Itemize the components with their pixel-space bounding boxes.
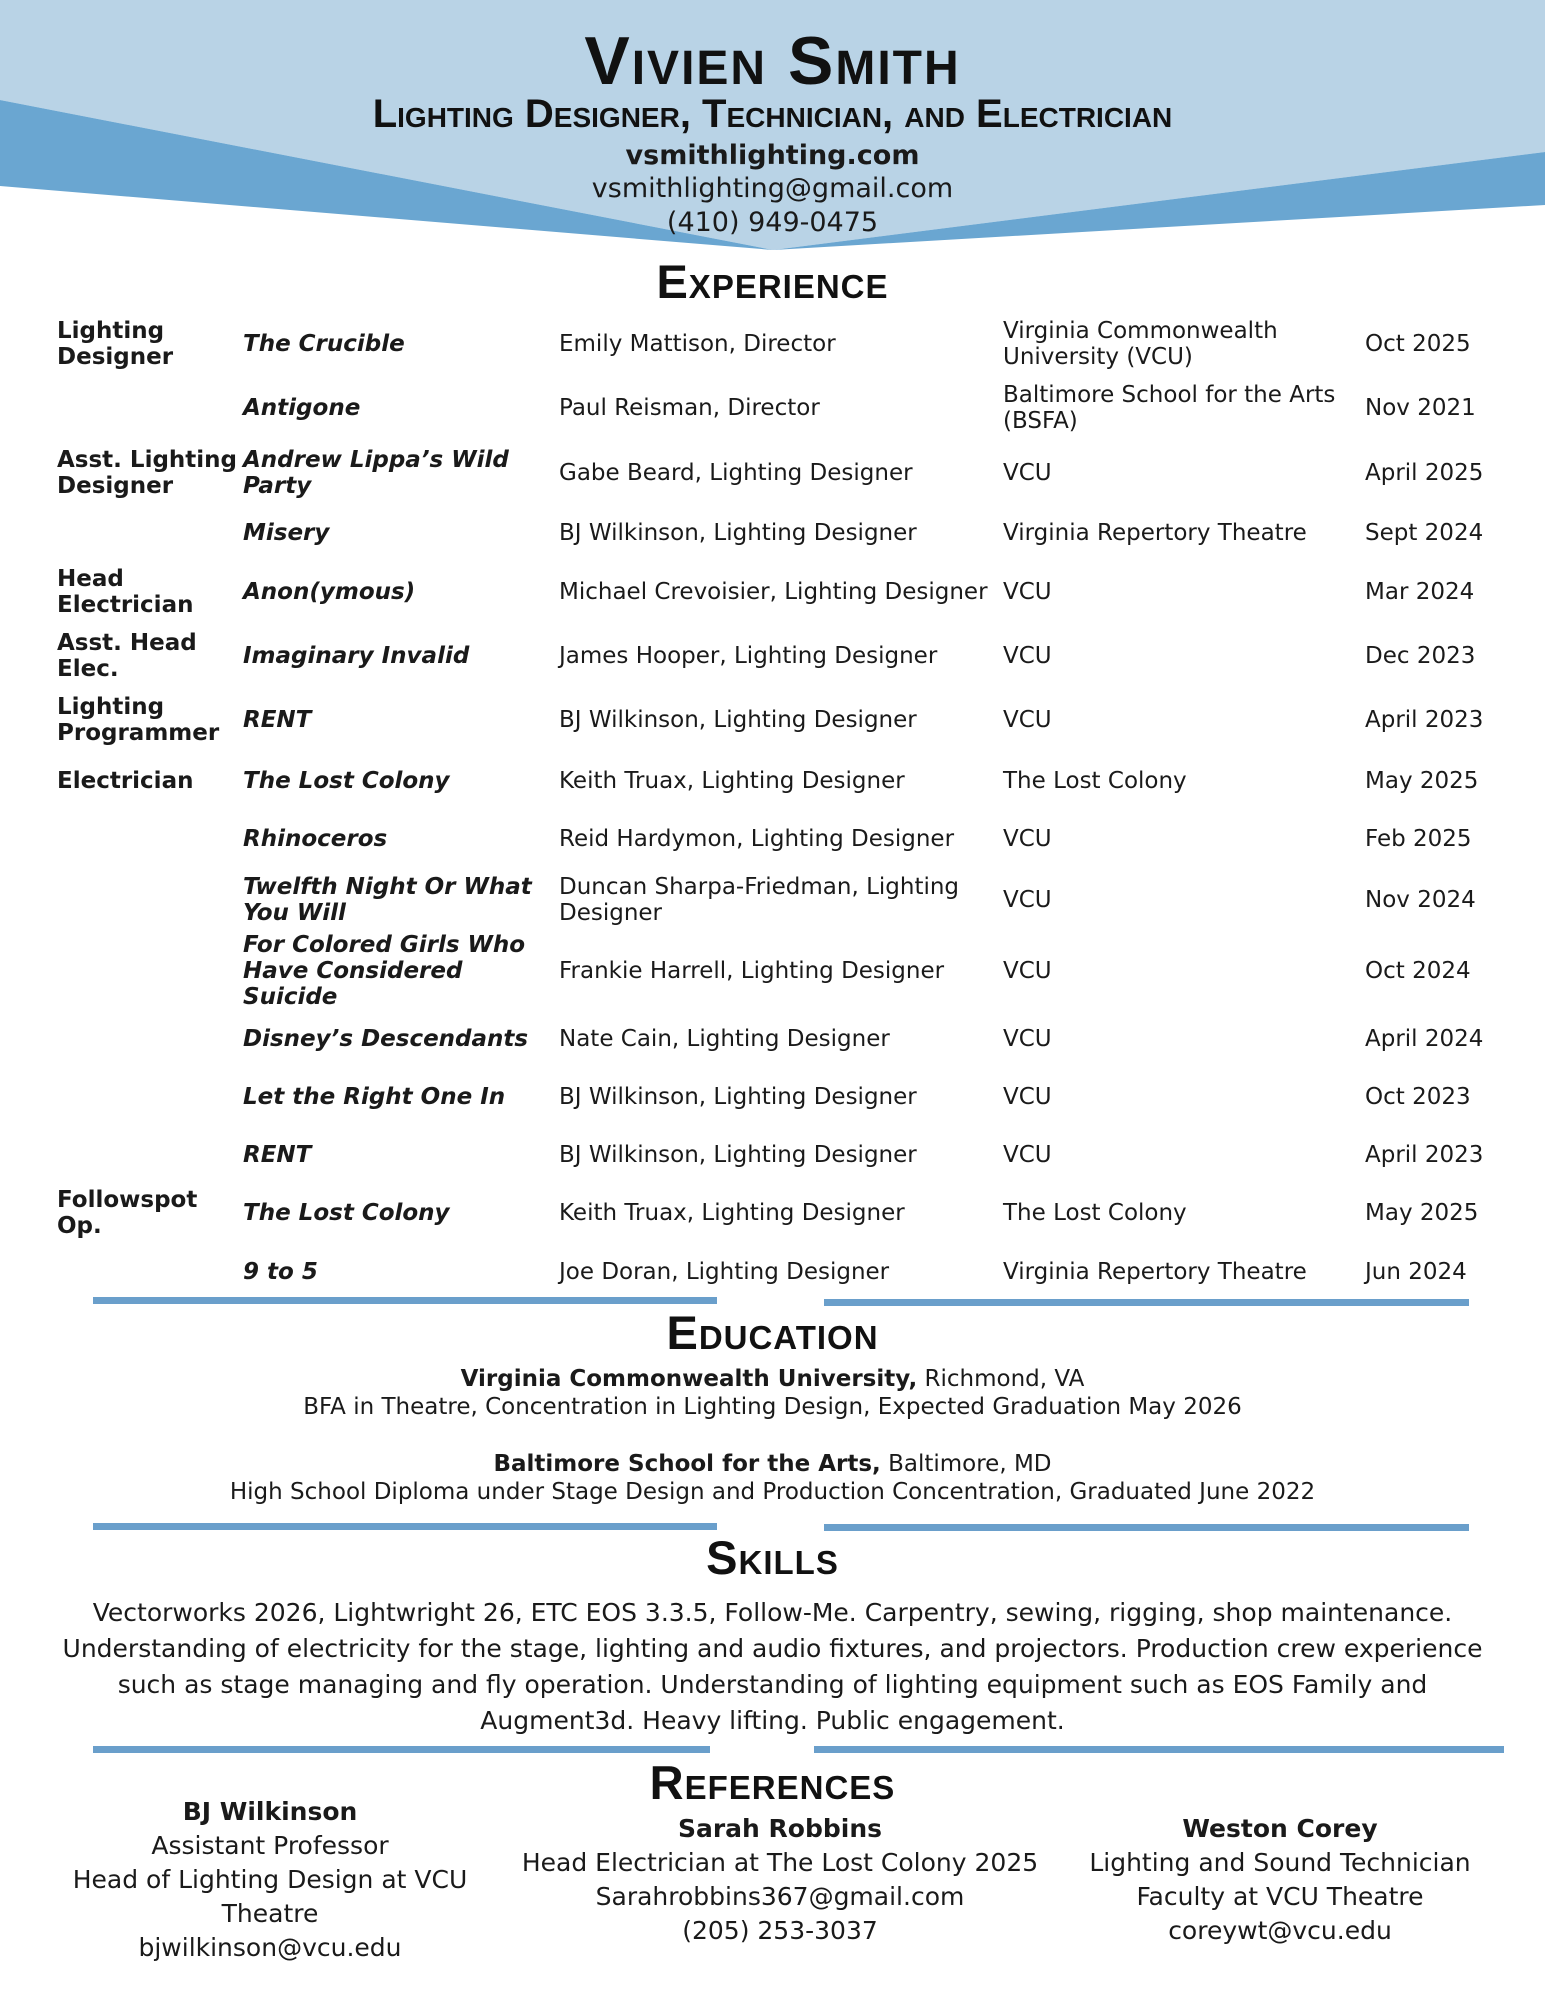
divider-1-left	[93, 1297, 717, 1304]
education-school: Baltimore School for the Arts,	[493, 1451, 881, 1477]
skills-heading: Skills	[706, 1531, 839, 1584]
experience-role	[57, 505, 243, 560]
experience-show: Let the Right One In	[243, 1084, 506, 1110]
experience-person: Joe Doran, Lighting Designer	[559, 1259, 890, 1285]
experience-show: Misery	[243, 519, 330, 546]
experience-role	[57, 1242, 243, 1302]
education-detail-1: BFA in Theatre, Concentration in Lighting Design, Expected Graduation May 2026	[303, 1394, 1242, 1420]
education-location: Richmond, VA	[917, 1366, 1085, 1392]
experience-show: For Colored Girls Who Have Considered Suicide	[243, 932, 526, 1010]
experience-person: BJ Wilkinson, Lighting Designer	[559, 519, 917, 546]
experience-date: Oct 2024	[1365, 958, 1471, 984]
experience-role	[57, 932, 243, 1010]
experience-date: May 2025	[1365, 1200, 1479, 1226]
experience-venue: The Lost Colony	[1003, 1200, 1187, 1226]
reference-line: Head of Lighting Design at VCU	[72, 1865, 468, 1894]
experience-rows	[57, 312, 1497, 1302]
experience-role: Followspot Op.	[57, 1187, 198, 1239]
experience-date: Dec 2023	[1365, 643, 1476, 669]
experience-role	[57, 810, 243, 868]
education-heading: Education	[666, 1306, 879, 1359]
reference-line: Head Electrician at The Lost Colony 2025	[521, 1848, 1039, 1877]
experience-venue: VCU	[1003, 707, 1052, 733]
experience-venue: Baltimore School for the Arts (BSFA)	[1003, 382, 1336, 434]
experience-show: Twelfth Night Or What You Will	[243, 874, 532, 926]
experience-row	[57, 810, 1497, 868]
education-entry-2	[0, 1451, 1545, 1477]
divider-3-left	[93, 1746, 710, 1753]
experience-show: Antigone	[243, 395, 361, 421]
reference-bj-wilkinson	[40, 1795, 500, 1965]
experience-venue: VCU	[1003, 1142, 1052, 1168]
experience-date: Feb 2025	[1365, 826, 1472, 852]
experience-row	[57, 1126, 1497, 1184]
experience-row	[57, 624, 1497, 688]
experience-show: RENT	[243, 1142, 312, 1168]
experience-date: May 2025	[1365, 768, 1479, 794]
reference-line: Assistant Professor	[151, 1831, 389, 1860]
experience-person: Keith Truax, Lighting Designer	[559, 768, 905, 794]
experience-row	[57, 505, 1497, 560]
experience-venue: Virginia Repertory Theatre	[1003, 1259, 1307, 1285]
experience-person: Nate Cain, Lighting Designer	[559, 1026, 890, 1052]
experience-venue: VCU	[1003, 958, 1052, 984]
experience-date: April 2025	[1365, 459, 1484, 486]
experience-person: Frankie Harrell, Lighting Designer	[559, 958, 945, 984]
experience-venue: VCU	[1003, 1084, 1052, 1110]
experience-role	[57, 1010, 243, 1068]
experience-heading: Experience	[656, 255, 889, 308]
experience-row	[57, 1068, 1497, 1126]
experience-date: April 2023	[1365, 707, 1484, 733]
experience-person: BJ Wilkinson, Lighting Designer	[559, 707, 917, 733]
experience-row	[57, 376, 1497, 440]
skills-text: Vectorworks 2026, Lightwright 26, ETC EOS 3.3.5, Follow-Me. Carpentry, sewing, rigging, shop maintenance. Understanding of electricity for the stage, lighting and audio fixtures, and projectors. Production crew experience such as stage managing and fly operation. Understanding of lighting equipment such as EOS Family and Augment3d. Heavy lifting. Public engagement.	[62, 1598, 1483, 1735]
experience-role	[57, 376, 243, 440]
experience-role: Asst. Lighting Designer	[57, 446, 238, 499]
reference-email[interactable]: bjwilkinson@vcu.edu	[138, 1933, 402, 1962]
experience-person: Emily Mattison, Director	[559, 331, 836, 357]
experience-role	[57, 868, 243, 932]
reference-line: Theatre	[221, 1899, 319, 1928]
reference-sarah-robbins	[500, 1812, 1060, 1948]
experience-show: Andrew Lippa’s Wild Party	[243, 446, 509, 499]
experience-role	[57, 1068, 243, 1126]
reference-line: Lighting and Sound Technician	[1089, 1848, 1471, 1877]
website-link[interactable]: vsmithlighting.com	[625, 140, 920, 171]
experience-date: Jun 2024	[1365, 1259, 1467, 1285]
email-link[interactable]: vsmithlighting@gmail.com	[591, 173, 954, 204]
experience-person: Gabe Beard, Lighting Designer	[559, 459, 913, 486]
experience-row	[57, 312, 1497, 376]
experience-venue: Virginia Repertory Theatre	[1003, 519, 1307, 546]
experience-role: Lighting Programmer	[57, 694, 220, 746]
experience-row	[57, 1242, 1497, 1302]
experience-show: 9 to 5	[243, 1259, 318, 1285]
experience-date: April 2023	[1365, 1142, 1484, 1168]
reference-name: Sarah Robbins	[677, 1814, 883, 1843]
experience-venue: The Lost Colony	[1003, 768, 1187, 794]
experience-role	[57, 1126, 243, 1184]
experience-person: Keith Truax, Lighting Designer	[559, 1200, 905, 1226]
experience-venue: VCU	[1003, 459, 1052, 486]
experience-row	[57, 868, 1497, 932]
experience-role: Lighting Designer	[57, 318, 174, 370]
education-location: Baltimore, MD	[880, 1451, 1052, 1477]
experience-person: BJ Wilkinson, Lighting Designer	[559, 1084, 917, 1110]
experience-role: Asst. Head Elec.	[57, 630, 197, 682]
experience-row	[57, 932, 1497, 1010]
experience-row	[57, 688, 1497, 752]
references-heading: References	[649, 1756, 896, 1809]
experience-row	[57, 1184, 1497, 1242]
phone-number: (410) 949-0475	[666, 207, 879, 238]
experience-venue: VCU	[1003, 887, 1052, 913]
divider-3-right	[814, 1746, 1504, 1753]
experience-row	[57, 752, 1497, 810]
experience-date: Oct 2025	[1365, 331, 1471, 357]
experience-show: The Lost Colony	[243, 1200, 450, 1226]
experience-show: Anon(ymous)	[243, 579, 416, 605]
experience-venue: Virginia Commonwealth University (VCU)	[1003, 318, 1278, 370]
experience-show: Rhinoceros	[243, 826, 388, 852]
experience-person: BJ Wilkinson, Lighting Designer	[559, 1142, 917, 1168]
experience-venue: VCU	[1003, 1026, 1052, 1052]
reference-phone: (205) 253-3037	[682, 1916, 878, 1945]
experience-show: The Lost Colony	[243, 768, 450, 794]
reference-email[interactable]: coreywt@vcu.edu	[1168, 1916, 1392, 1945]
experience-row	[57, 440, 1497, 505]
reference-weston-corey	[1060, 1812, 1500, 1948]
experience-role: Electrician	[57, 768, 194, 794]
experience-date: April 2024	[1365, 1026, 1484, 1052]
experience-show: The Crucible	[243, 331, 405, 357]
reference-email[interactable]: Sarahrobbins367@gmail.com	[595, 1882, 965, 1911]
experience-show: Disney’s Descendants	[243, 1026, 529, 1052]
applicant-title: Lighting Designer, Technician, and Electrician	[372, 92, 1173, 136]
applicant-name: Vivien Smith	[584, 23, 961, 99]
experience-table	[57, 312, 1497, 1302]
experience-person: James Hooper, Lighting Designer	[559, 643, 938, 669]
education-school: Virginia Commonwealth University,	[460, 1366, 918, 1392]
experience-date: Nov 2024	[1365, 887, 1476, 913]
reference-name: Weston Corey	[1182, 1814, 1378, 1843]
experience-venue: VCU	[1003, 643, 1052, 669]
education-detail-2: High School Diploma under Stage Design and Production Concentration, Graduated June 2022	[229, 1479, 1316, 1505]
experience-show: RENT	[243, 707, 312, 733]
education-entry-1	[0, 1366, 1545, 1392]
experience-date: Mar 2024	[1365, 579, 1475, 605]
reference-name: BJ Wilkinson	[182, 1797, 358, 1826]
experience-venue: VCU	[1003, 826, 1052, 852]
reference-line: Faculty at VCU Theatre	[1136, 1882, 1424, 1911]
experience-person: Michael Crevoisier, Lighting Designer	[559, 579, 988, 605]
experience-show: Imaginary Invalid	[243, 643, 470, 669]
divider-2-left	[93, 1523, 717, 1530]
experience-person: Reid Hardymon, Lighting Designer	[559, 826, 955, 852]
experience-date: Nov 2021	[1365, 395, 1476, 421]
experience-person: Paul Reisman, Director	[559, 395, 820, 421]
experience-row	[57, 560, 1497, 624]
experience-date: Sept 2024	[1365, 519, 1484, 546]
experience-venue: VCU	[1003, 579, 1052, 605]
experience-date: Oct 2023	[1365, 1084, 1471, 1110]
experience-role: Head Electrician	[57, 566, 194, 618]
experience-person: Duncan Sharpa-Friedman, Lighting Designer	[559, 874, 960, 926]
experience-row	[57, 1010, 1497, 1068]
